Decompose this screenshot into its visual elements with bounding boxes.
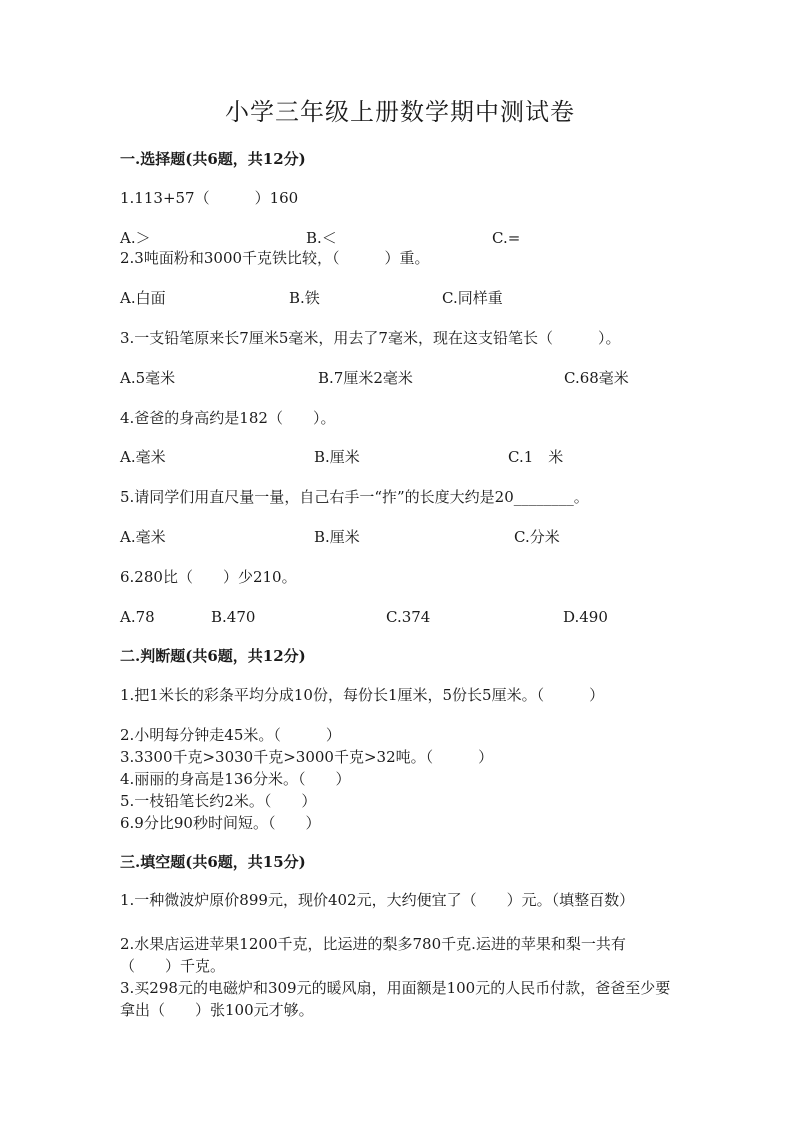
section-heading-judgment: 二.判断题(共6题，共12分)	[120, 647, 306, 665]
question-text: 4.爸爸的身高约是182（ ）。	[120, 409, 336, 427]
question-text: 6.280比（ ）少210。	[120, 568, 297, 586]
option-b: B.7厘米2毫米	[318, 369, 413, 387]
option-a: A.白面	[120, 289, 166, 307]
question-text: 3.一支铅笔原来长7厘米5毫米，用去了7毫米，现在这支铅笔长（ ）。	[120, 329, 621, 347]
option-c: C.1 米	[508, 448, 564, 466]
option-c: C.=	[492, 229, 521, 247]
option-c: C.分米	[514, 528, 560, 546]
option-a: A.5毫米	[120, 369, 176, 387]
question-text: 2.水果店运进苹果1200千克，比运进的梨多780千克.运进的苹果和梨一共有（ ）千克。	[120, 935, 626, 975]
option-a: A.＞	[120, 229, 151, 247]
question-text: 2.小明每分钟走45米。（ ）	[120, 726, 341, 744]
question-text: 2.3吨面粉和3000千克铁比较，（ ）重。	[120, 249, 430, 267]
option-b: B.铁	[289, 289, 320, 307]
section-heading-fill-blank: 三.填空题(共6题，共15分)	[120, 853, 306, 871]
question-text: 4.丽丽的身高是136分米。（ ）	[120, 770, 351, 788]
option-a: A.78	[120, 608, 155, 626]
option-b: B.厘米	[314, 528, 360, 546]
question-text: 3.3300千克>3030千克>3000千克>32吨。（ ）	[120, 748, 494, 766]
page-title: 小学三年级上册数学期中测试卷	[225, 98, 575, 126]
option-a: A.毫米	[120, 448, 166, 466]
question-text: 1.一种微波炉原价899元，现价402元，大约便宜了（ ）元。（填整百数）	[120, 891, 635, 909]
question-text: 1.113+57（ ）160	[120, 189, 299, 207]
option-b: B.＜	[306, 229, 337, 247]
option-b: B.厘米	[314, 448, 360, 466]
section-heading-choice: 一.选择题(共6题，共12分)	[120, 150, 306, 168]
option-b: B.470	[211, 608, 256, 626]
option-c: C.68毫米	[564, 369, 629, 387]
option-d: D.490	[563, 608, 608, 626]
option-c: C.同样重	[442, 289, 503, 307]
question-text: 3.买298元的电磁炉和309元的暖风扇，用面额是100元的人民币付款，爸爸至少要拿出（ ）张100元才够。	[120, 979, 671, 1019]
question-text: 5.请同学们用直尺量一量，自己右手一“拃”的长度大约是20________。	[120, 488, 589, 506]
question-text: 1.把1米长的彩条平均分成10份，每份长1厘米，5份长5厘米。（ ）	[120, 686, 605, 704]
question-text: 6.9分比90秒时间短。（ ）	[120, 814, 321, 832]
option-c: C.374	[386, 608, 431, 626]
option-a: A.毫米	[120, 528, 166, 546]
question-text: 5.一枝铅笔长约2米。（ ）	[120, 792, 317, 810]
